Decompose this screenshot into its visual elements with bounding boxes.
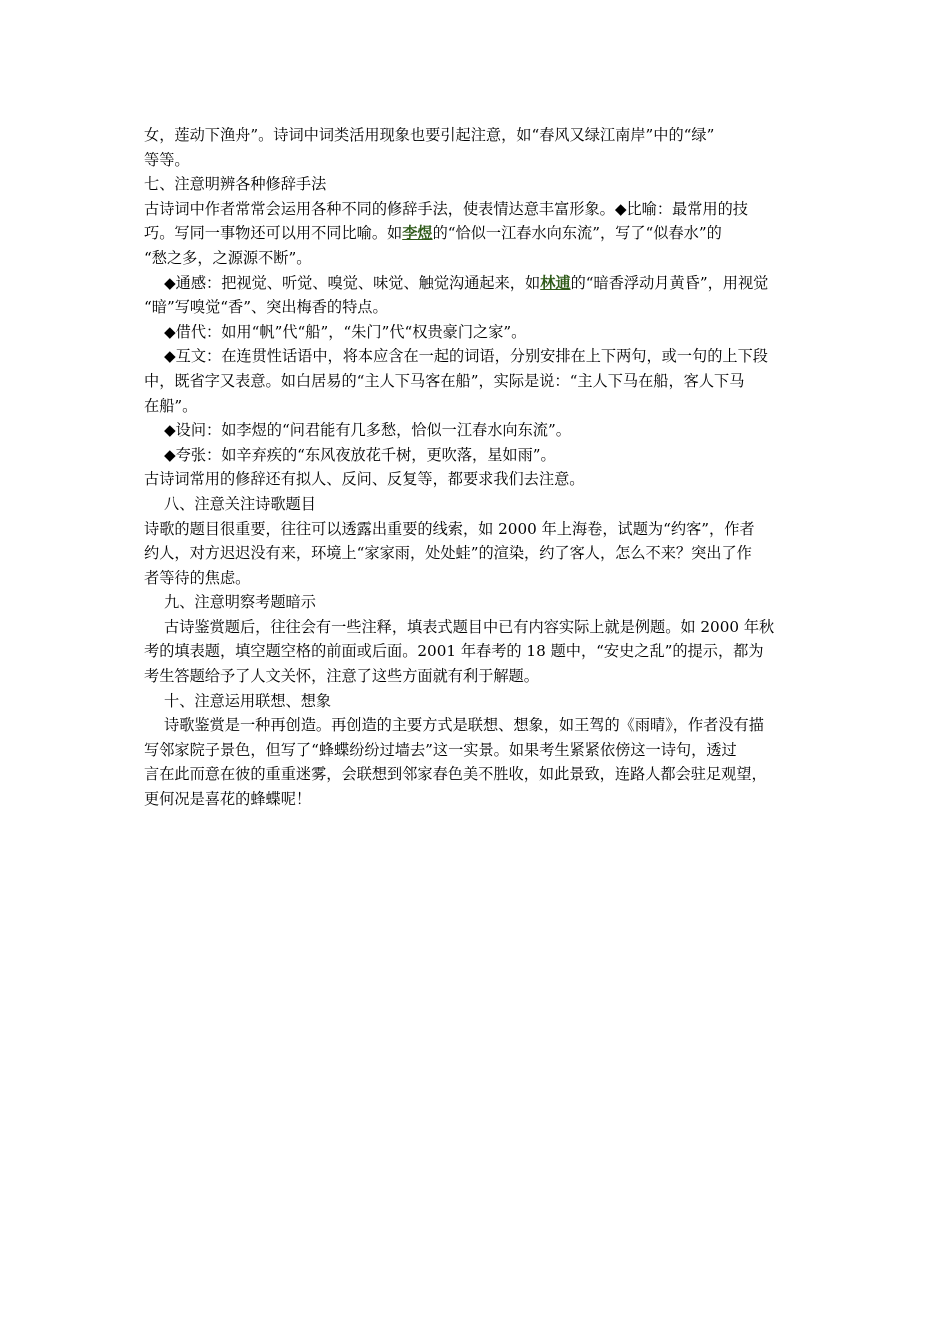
text-line: 在船”。 [144,396,198,415]
text-line: 考的填表题，填空题空格的前面或后面。2001 年春考的 18 题中，“安史之乱”的提示，都为 [144,642,764,661]
text-line: 等等。 [144,150,190,169]
text-line [144,221,810,246]
text-line: ◆设问：如李煜的“问君能有几多愁，恰似一江春水向东流”。 [164,421,571,440]
text-segment: 的“暗香浮动月黄昏”，用视觉 [570,273,769,292]
document-page [144,123,810,812]
text-line: ◆夸张：如辛弃疾的“东风夜放花千树，更吹落，星如雨”。 [164,445,556,464]
text-segment: 的“恰似一江春水向东流”，写了“似春水”的 [432,224,722,243]
text-line: 古诗词常用的修辞还有拟人、反问、反复等，都要求我们去注意。 [144,470,585,489]
text-line: 女，莲动下渔舟”。诗词中词类活用现象也要引起注意，如“春风又绿江南岸”中的“绿” [144,126,715,144]
text-line: ◆互文：在连贯性话语中，将本应含在一起的词语，分别安排在上下两句，或一句的上下段 [164,347,768,366]
text-line: 诗歌鉴赏是一种再创造。再创造的主要方式是联想、想象，如王驾的《雨晴》，作者没有描 [164,716,764,735]
text-line: “愁之多，之源源不断”。 [144,248,312,267]
text-line: 古诗词中作者常常会运用各种不同的修辞手法，使表情达意丰富形象。◆比喻：最常用的技 [144,199,748,218]
text-line: 十、注意运用联想、想象 [164,691,332,710]
text-line: “暗”写嗅觉“香”、突出梅香的特点。 [144,298,388,317]
text-line: 言在此而意在彼的重重迷雾，会联想到邻家春色美不胜收，如此景致，连路人都会驻足观望， [144,765,767,784]
text-line: 九、注意明察考题暗示 [164,593,316,612]
text-line: 诗歌的题目很重要，往往可以透露出重要的线索，如 2000 年上海卷，试题为“约客”，作者 [144,519,755,538]
text-segment: 巧。写同一事物还可以用不同比喻。如 [144,224,403,243]
text-line: 写邻家院子景色，但写了“蜂蝶纷纷过墙去”这一实景。如果考生紧紧依傍这一诗句，透过 [144,740,737,759]
text-line: 约人，对方迟迟没有来，环境上“家家雨，处处蛙”的渲染，约了客人，怎么不来？突出了作 [144,544,752,563]
author-link[interactable]: 林逋 [540,273,571,292]
text-line: 考生答题给予了人文关怀，注意了这些方面就有利于解题。 [144,667,539,686]
text-line: 七、注意明辨各种修辞手法 [144,175,327,194]
author-link[interactable]: 李煜 [402,224,433,243]
text-line: 更何况是喜花的蜂蝶呢！ [144,790,312,809]
text-line: 古诗鉴赏题后，往往会有一些注释，填表式题目中已有内容实际上就是例题。如 2000 年秋 [164,617,775,636]
text-line: ◆借代：如用“帆”代“船”，“朱门”代“权贵豪门之家”。 [164,322,527,341]
text-line [144,271,810,296]
text-line: 者等待的焦虑。 [144,568,251,587]
text-line: 中，既省字又表意。如白居易的“主人下马客在船”，实际是说：“主人下马在船，客人下马 [144,371,745,390]
text-segment: ◆通感：把视觉、听觉、嗅觉、味觉、触觉沟通起来，如 [164,273,541,292]
text-line: 八、注意关注诗歌题目 [164,494,316,513]
